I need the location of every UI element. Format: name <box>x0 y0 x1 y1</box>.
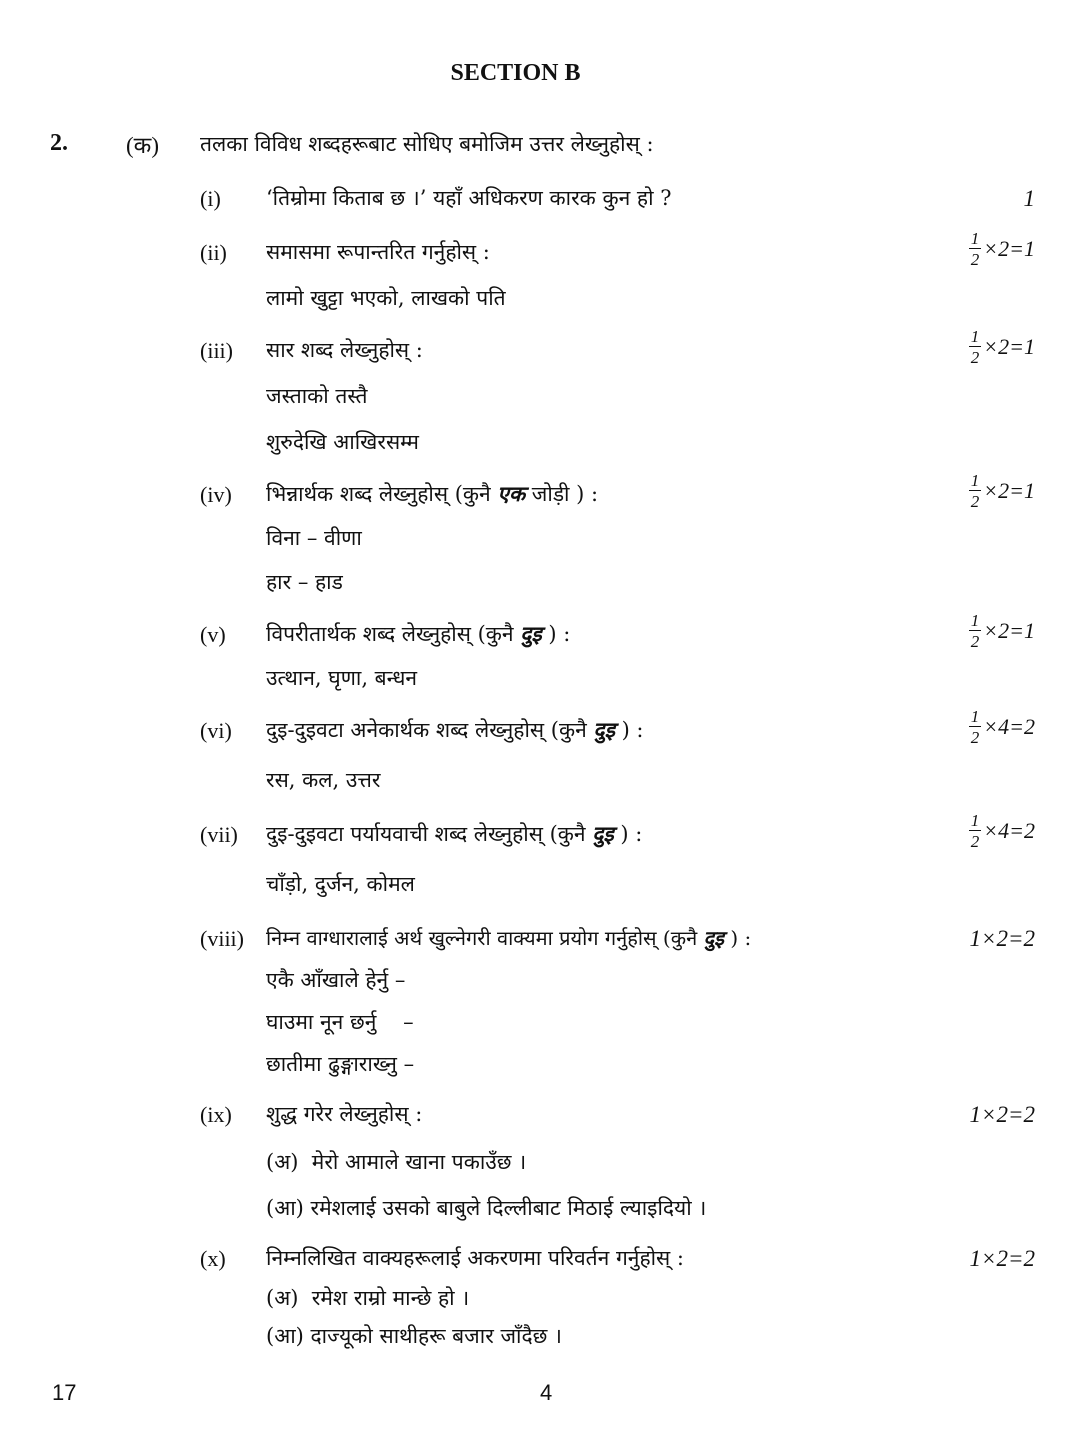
item-number: (vi) <box>200 718 232 743</box>
item-number: (i) <box>200 186 221 211</box>
question-number: 2. <box>50 130 68 156</box>
item-marks: $\frac{1}{2}$ ×2=1 <box>970 327 1035 367</box>
item-text: सार शब्द लेख्नुहोस् : <box>266 338 423 362</box>
item-number: (iii) <box>200 338 233 363</box>
question-instruction: तलका विविध शब्दहरूबाट सोधिए बमोजिम उत्तर लेख्नुहोस् : <box>200 132 654 156</box>
item-line: चाँड़ो, दुर्जन, कोमल <box>266 872 415 896</box>
item-marks: $\frac{1}{2}$ ×2=1 <box>970 611 1035 651</box>
item-text: निम्न वाग्धारालाई अर्थ खुल्नेगरी वाक्यमा प्रयोग गर्नुहोस् (कुनै दुइ ) : <box>266 926 752 950</box>
page-number: 4 <box>540 1380 553 1405</box>
item-number: (vii) <box>200 822 238 847</box>
item-number: (ix) <box>200 1102 232 1127</box>
item-marks: $\frac{1}{2}$ ×2=1 <box>970 229 1035 269</box>
item-marks: $\frac{1}{2}$ ×4=2 <box>970 707 1035 747</box>
item-line: (आ) रमेशलाई उसको बाबुले दिल्लीबाट मिठाई ल्याइदियो । <box>266 1196 707 1220</box>
item-line: विना – वीणा <box>266 526 362 550</box>
item-line: हार – हाड <box>266 570 343 594</box>
item-marks: 1×2=2 <box>969 926 1035 951</box>
item-number: (iv) <box>200 482 232 507</box>
item-text: विपरीतार्थक शब्द लेख्नुहोस् (कुनै दुइ ) : <box>266 621 571 646</box>
item-number: (ii) <box>200 240 227 265</box>
item-line: घाउमा नून छर्नु – <box>266 1010 414 1034</box>
item-number: (viii) <box>200 926 244 951</box>
item-line: छातीमा ढुङ्गाराख्नु – <box>266 1052 415 1076</box>
item-line: (अ) मेरो आमाले खाना पकाउँछ । <box>266 1150 527 1174</box>
item-text: दुइ-दुइवटा अनेकार्थक शब्द लेख्नुहोस् (कुनै दुइ ) : <box>266 717 644 742</box>
item-line: (अ) रमेश राम्रो मान्छे हो । <box>266 1286 470 1310</box>
item-marks: $\frac{1}{2}$ ×4=2 <box>970 811 1035 851</box>
item-number: (v) <box>200 622 226 647</box>
item-line: उत्थान, घृणा, बन्धन <box>266 666 418 690</box>
item-line: लामो खुट्टा भएको, लाखको पति <box>266 286 506 310</box>
item-text: ‘तिम्रोमा किताब छ ।’ यहाँ अधिकरण कारक कुन हो ? <box>266 186 672 210</box>
item-line: शुरुदेखि आखिरसम्म <box>266 430 419 454</box>
section-title: SECTION B <box>450 60 581 86</box>
item-line: (आ) दाज्यूको साथीहरू बजार जाँदैछ । <box>266 1324 562 1348</box>
question-part: (क) <box>126 133 159 158</box>
item-marks: $\frac{1}{2}$ ×2=1 <box>970 471 1035 511</box>
item-number: (x) <box>200 1246 226 1271</box>
item-text: निम्नलिखित वाक्यहरूलाई अकरणमा परिवर्तन गर्नुहोस् : <box>266 1246 684 1270</box>
item-line: एकै आँखाले हेर्नु – <box>266 968 406 992</box>
item-line: जस्ताको तस्तै <box>266 384 368 408</box>
item-text: दुइ-दुइवटा पर्यायवाची शब्द लेख्नुहोस् (कुनै दुइ ) : <box>266 821 643 846</box>
item-marks: 1×2=2 <box>969 1246 1035 1271</box>
item-line: रस, कल, उत्तर <box>266 768 381 792</box>
item-text: शुद्ध गरेर लेख्नुहोस् : <box>266 1102 423 1126</box>
item-marks: 1 <box>1023 186 1035 211</box>
item-text: भिन्नार्थक शब्द लेख्नुहोस् (कुनै एक जोड़ी ) : <box>266 481 599 506</box>
item-marks: 1×2=2 <box>969 1102 1035 1127</box>
page-code: 17 <box>52 1380 77 1405</box>
item-text: समासमा रूपान्तरित गर्नुहोस् : <box>266 240 490 264</box>
